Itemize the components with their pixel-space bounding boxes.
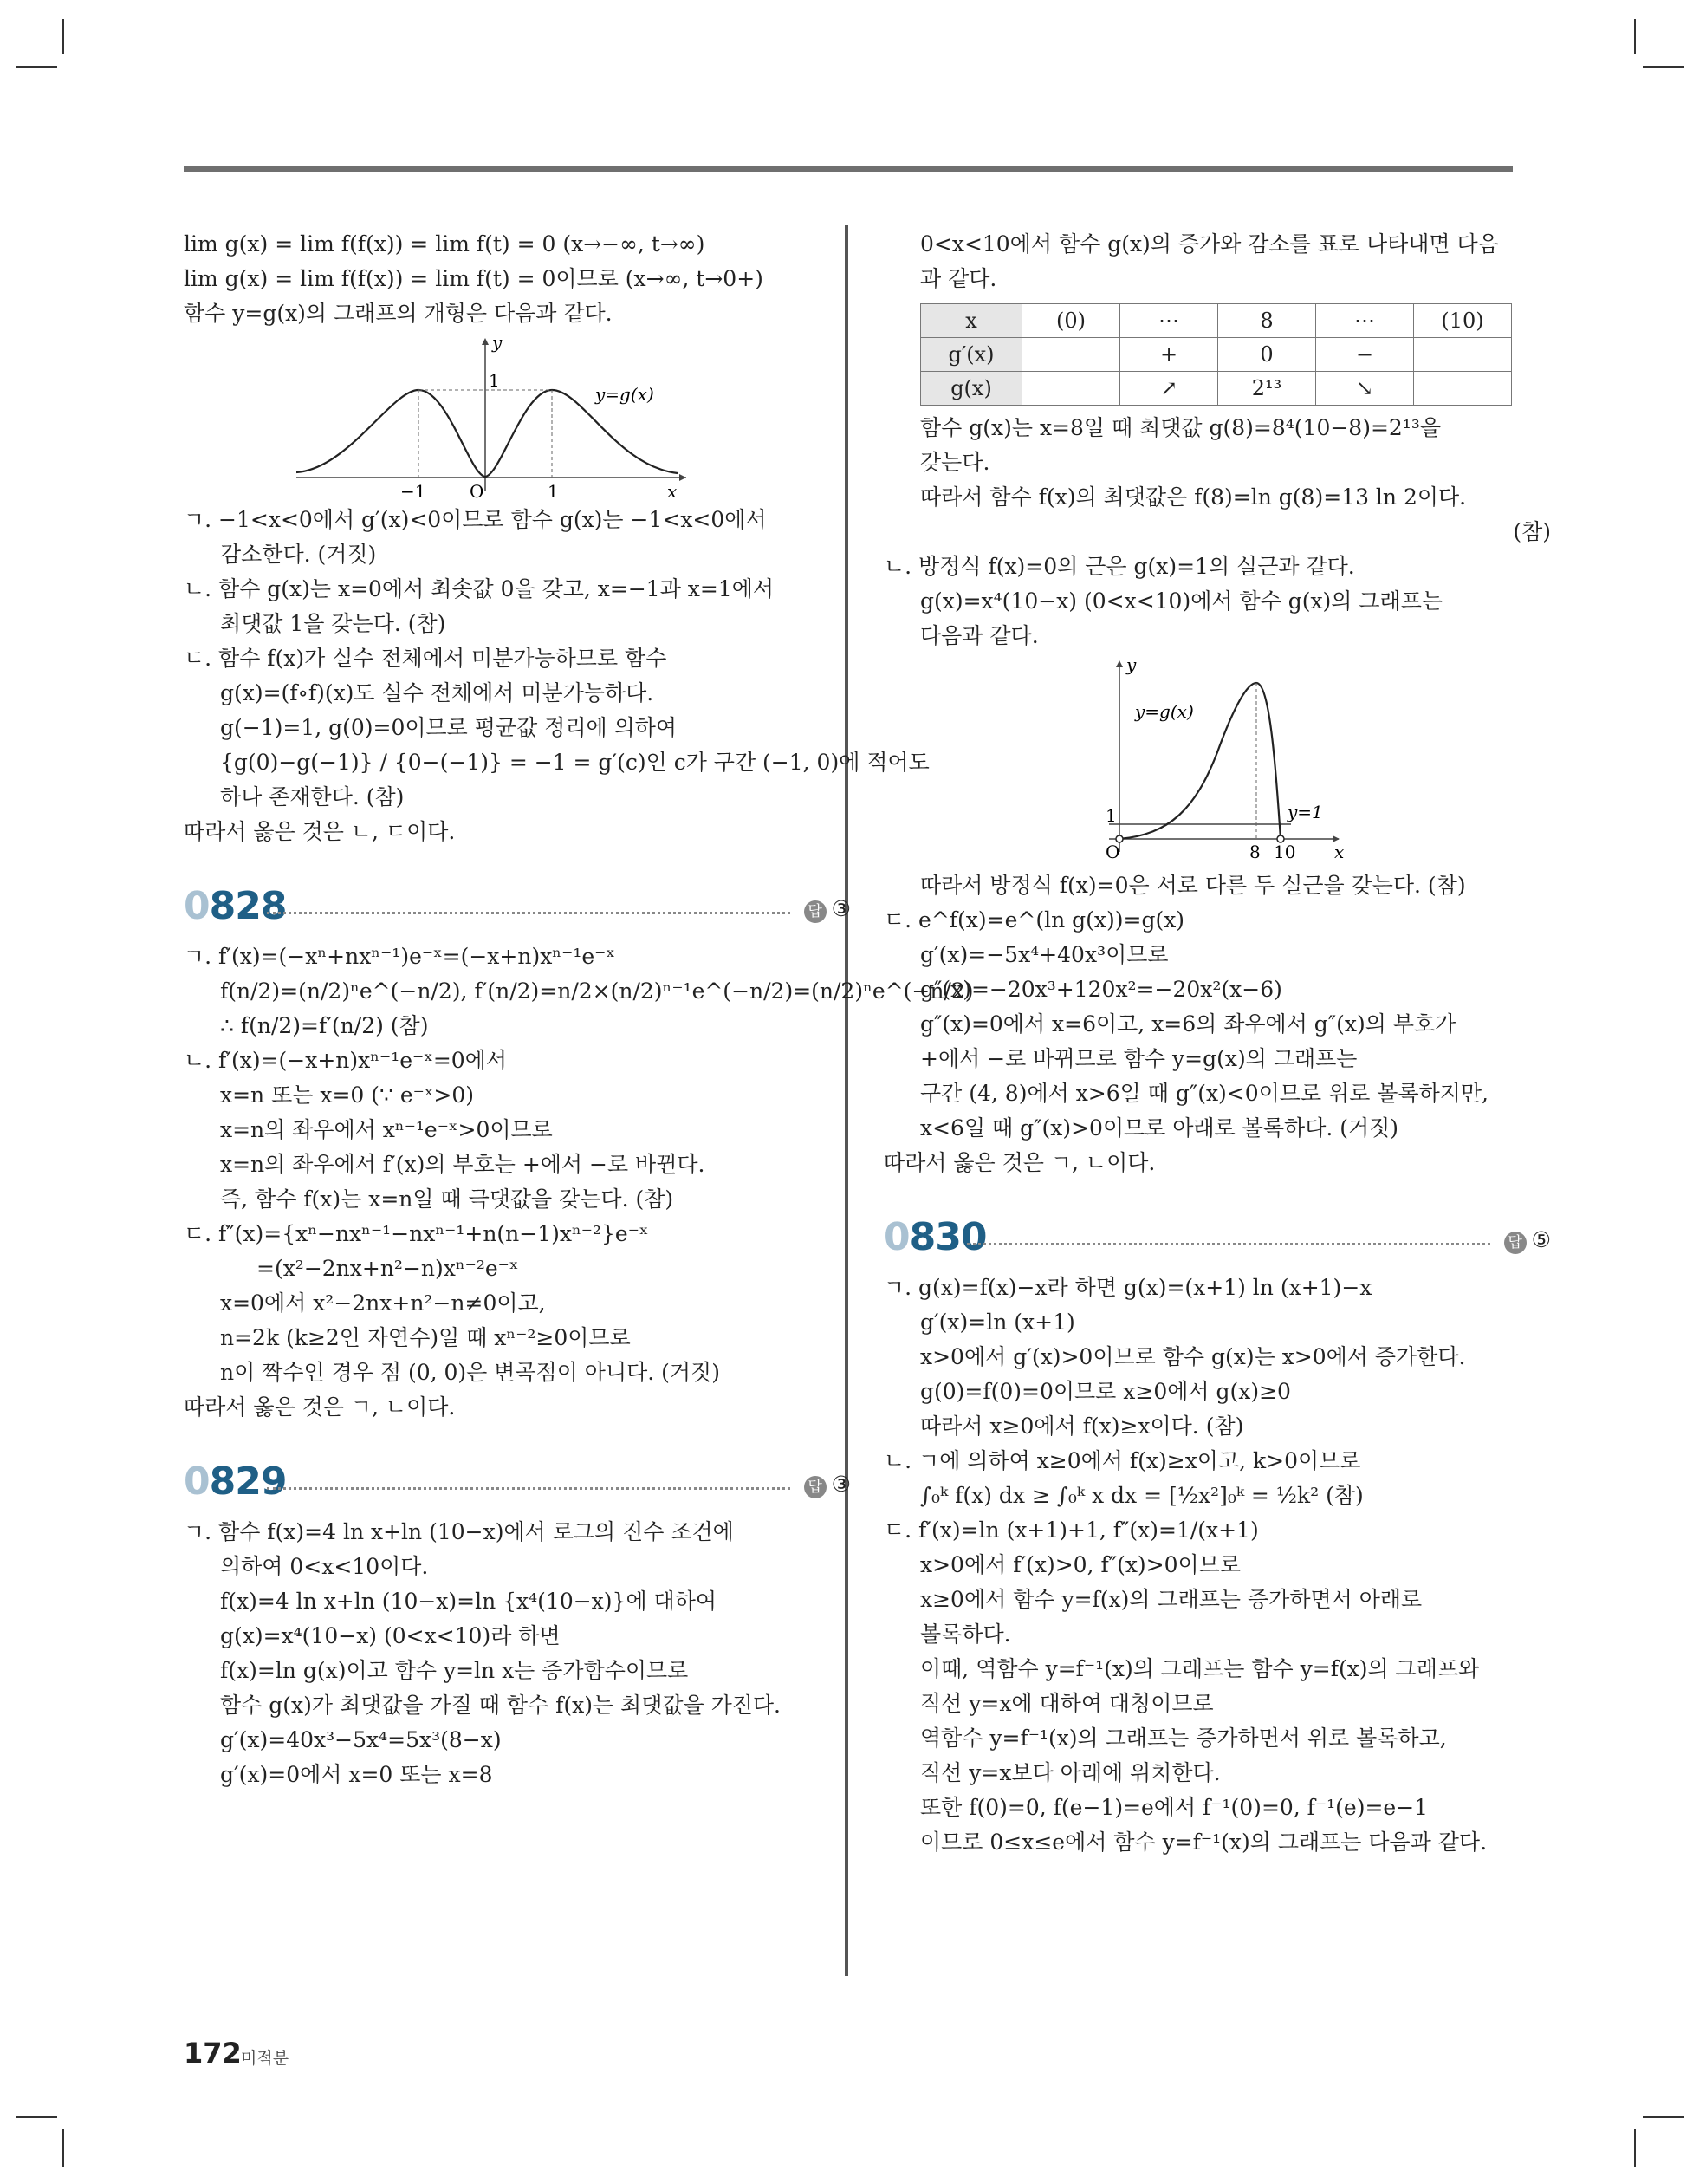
answer-badge [1504,1227,1551,1254]
table-row [921,304,1512,338]
text-line: x<6일 때 g″(x)>0이므로 아래로 볼록하다. (거짓) [920,1115,1399,1141]
table-cell: ⋯ [1316,304,1414,338]
text-line: g′(x)=0에서 x=0 또는 x=8 [220,1762,493,1787]
table-cell: ⋯ [1120,304,1218,338]
x-axis-label: x [667,481,678,499]
answer-value: ③ [831,1472,851,1497]
problem-number [184,1459,286,1504]
table-cell: x [921,304,1022,338]
text-line: g(−1)=1, g(0)=0이므로 평균값 정리에 의하여 [220,715,678,740]
answer-value: ⑤ [1531,1227,1551,1252]
right-column [884,227,1551,1860]
table-row [921,372,1512,406]
section-title: 미적분 [241,2049,289,2068]
text-line: 의하여 0<x<10이다. [220,1554,429,1579]
text-line: g′(x)=40x³−5x⁴=5x³(8−x) [220,1727,502,1752]
dotted-leader [267,912,790,914]
text-line: 따라서 옳은 것은 ㄱ, ㄴ이다. [884,1150,1156,1175]
text-line: x≥0에서 함수 y=f(x)의 그래프는 증가하면서 아래로 [920,1587,1423,1612]
table-cell: 2¹³ [1218,372,1316,406]
text-line: 함수 g(x)가 최댓값을 가질 때 함수 f(x)는 최댓값을 가진다. [220,1693,781,1718]
crop-mark [1643,66,1684,68]
origin-label: O [1106,842,1120,862]
table-cell: (0) [1022,304,1120,338]
crop-mark [16,66,57,68]
y-axis-arrow [482,338,489,345]
problem-header-828 [184,879,851,939]
text-line: +에서 −로 바뀌므로 함수 y=g(x)의 그래프는 [920,1046,1358,1071]
crop-mark [1634,2129,1636,2167]
text-line: g(x)=x⁴(10−x) (0<x<10)라 하면 [220,1623,561,1648]
tick-label: 8 [1249,842,1261,862]
text-line: ㄴ. f′(x)=(−x+n)xⁿ⁻¹e⁻ˣ=0에서 [184,1048,507,1073]
table-cell: − [1316,338,1414,372]
text-line: x>0에서 f′(x)>0, f″(x)>0이므로 [920,1552,1241,1577]
problem-number [884,1215,986,1259]
dotted-leader [267,1487,790,1490]
text-line: 따라서 옳은 것은 ㄱ, ㄴ이다. [184,1394,456,1420]
graph-g-bell [296,335,834,499]
text-line: g(x)=x⁴(10−x) (0<x<10)에서 함수 g(x)의 그래프는 [920,588,1443,614]
text-line: ㄷ. f″(x)={xⁿ−nxⁿ⁻¹−nxⁿ⁻¹+n(n−1)xⁿ⁻²}e⁻ˣ [184,1221,649,1246]
text-line: (참) [1513,519,1551,544]
text-line: ∫₀ᵏ f(x) dx ≥ ∫₀ᵏ x dx = [½x²]₀ᵏ = ½k² (참) [920,1483,1364,1508]
text-line: f(x)=ln g(x)이고 함수 y=ln x는 증가함수이므로 [220,1658,689,1683]
text-line: 구간 (4, 8)에서 x>6일 때 g″(x)<0이므로 위로 볼록하지만, [920,1081,1489,1106]
text-line: x=n 또는 x=0 (∵ e⁻ˣ>0) [220,1082,475,1108]
problem-header-829 [184,1454,851,1515]
table-cell: + [1120,338,1218,372]
sign-table [920,303,1512,406]
table-cell: (10) [1414,304,1512,338]
x-axis-label: x [1334,842,1345,862]
tick-label: 1 [548,481,559,499]
text-line: ㄴ. 방정식 f(x)=0의 근은 g(x)=1의 실근과 같다. [884,554,1355,579]
problem-header-830 [884,1210,1551,1271]
table-cell: ↘ [1316,372,1414,406]
answer-icon: 답 [804,900,827,923]
table-cell: 0 [1218,338,1316,372]
answer-badge [804,1472,851,1498]
text-line: f(n/2)=(n/2)ⁿe^(−n/2), f′(n/2)=n/2×(n/2)ⁿ⁻¹e^(−n/2)=(n/2)ⁿe^(−n/2) [220,978,974,1004]
table-cell [1022,372,1120,406]
graph-g-peak [1074,657,1438,865]
text-line: g″(x)=0에서 x=6이고, x=6의 좌우에서 g″(x)의 부호가 [920,1011,1456,1037]
text-line: {g(0)−g(−1)} / {0−(−1)} = −1 = g′(c)인 c가 구간 (−1, 0)에 적어도 [220,750,930,775]
problem-number-value: 829 [209,1459,287,1504]
text-line: 갖는다. [920,450,990,475]
problem-number [184,884,286,928]
table-cell [1414,372,1512,406]
text-line: g″(x)=−20x³+120x²=−20x²(x−6) [920,977,1282,1002]
answer-icon: 답 [804,1476,827,1498]
text-line: 함수 y=g(x)의 그래프의 개형은 다음과 같다. [184,301,613,326]
y-axis-label: y [492,335,503,353]
x-axis-arrow [679,474,686,481]
text-line: =(x²−2nx+n²−n)xⁿ⁻²e⁻ˣ [256,1256,519,1281]
text-line: ㄱ. f′(x)=(−xⁿ+nxⁿ⁻¹)e⁻ˣ=(−x+n)xⁿ⁻¹e⁻ˣ [184,944,615,969]
text-line: ㄷ. f′(x)=ln (x+1)+1, f″(x)=1/(x+1) [884,1518,1259,1543]
tick-label: 10 [1274,842,1296,862]
header-rule [184,166,1513,172]
crop-mark [62,2129,64,2167]
origin-label: O [470,481,484,499]
text-line: x=n의 좌우에서 xⁿ⁻¹e⁻ˣ>0이므로 [220,1117,553,1142]
text-line: 하나 존재한다. (참) [220,784,405,809]
crop-mark [1634,19,1636,54]
tick-label: 1 [1106,805,1117,826]
curve-label: y=g(x) [595,384,654,405]
text-line: 감소한다. (거짓) [220,542,377,567]
table-row [921,338,1512,372]
text-line: 이때, 역함수 y=f⁻¹(x)의 그래프는 함수 y=f(x)의 그래프와 [920,1656,1480,1681]
problem-number-prefix: 0 [184,1459,210,1504]
crop-mark [62,19,64,54]
answer-value: ③ [831,896,851,921]
table-cell: 8 [1218,304,1316,338]
table-cell [1414,338,1512,372]
problem-number-value: 828 [209,884,287,928]
text-line: 최댓값 1을 갖는다. (참) [220,611,446,636]
curve-label: y=g(x) [1135,701,1194,722]
text-line: 따라서 방정식 f(x)=0은 서로 다른 두 실근을 갖는다. (참) [920,873,1466,898]
tick-label: 1 [489,370,500,391]
text-line: 함수 g(x)는 x=8일 때 최댓값 g(8)=8⁴(10−8)=2¹³을 [920,415,1442,440]
text-line: lim g(x) = lim f(f(x)) = lim f(t) = 0이므로 (x→∞, t→0+) [184,266,763,291]
problem-number-prefix: 0 [184,884,210,928]
text-line: 직선 y=x에 대하여 대칭이므로 [920,1691,1214,1716]
text-line: 볼록하다. [920,1622,1011,1647]
page-number: 172 [184,2037,242,2070]
problem-number-prefix: 0 [884,1215,910,1259]
crop-mark [16,2116,57,2118]
text-line: g′(x)=ln (x+1) [920,1310,1075,1335]
text-line: ∴ f(n/2)=f′(n/2) (참) [220,1013,429,1038]
text-line: 직선 y=x보다 아래에 위치한다. [920,1760,1221,1785]
dotted-leader [967,1243,1490,1245]
text-line: f(x)=4 ln x+ln (10−x)=ln {x⁴(10−x)}에 대하여 [220,1589,717,1614]
text-line: 즉, 함수 f(x)는 x=n일 때 극댓값을 갖는다. (참) [220,1186,674,1212]
text-line: 다음과 같다. [920,623,1039,648]
line-label: y=1 [1288,802,1323,822]
table-cell: g′(x) [921,338,1022,372]
text-line: x=n의 좌우에서 f′(x)의 부호는 +에서 −로 바뀐다. [220,1152,705,1177]
text-line: 따라서 옳은 것은 ㄴ, ㄷ이다. [184,819,456,844]
text-line: ㄷ. 함수 f(x)가 실수 전체에서 미분가능하므로 함수 [184,646,667,671]
text-line: ㄱ. −1<x<0에서 g′(x)<0이므로 함수 g(x)는 −1<x<0에서 [184,507,767,532]
text-line: x>0에서 g′(x)>0이므로 함수 g(x)는 x>0에서 증가한다. [920,1344,1466,1369]
answer-badge [804,896,851,923]
tick-label: −1 [400,481,426,499]
y-axis-arrow [1116,660,1123,667]
text-line: n이 짝수인 경우 점 (0, 0)은 변곡점이 아니다. (거짓) [220,1360,720,1385]
text-line: g′(x)=−5x⁴+40x³이므로 [920,942,1169,967]
text-line: n=2k (k≥2인 자연수)일 때 xⁿ⁻²≥0이므로 [220,1325,631,1350]
table-cell: g(x) [921,372,1022,406]
text-line: 과 같다. [920,266,997,291]
text-line: 또한 f(0)=0, f(e−1)=e에서 f⁻¹(0)=0, f⁻¹(e)=e−1 [920,1795,1429,1820]
crop-mark [1643,2116,1684,2118]
text-line: ㄷ. e^f(x)=e^(ln g(x))=g(x) [884,907,1185,933]
text-line: ㄴ. 함수 g(x)는 x=0에서 최솟값 0을 갖고, x=−1과 x=1에서 [184,576,775,601]
text-line: 따라서 x≥0에서 f(x)≥x이다. (참) [920,1414,1244,1439]
table-cell [1022,338,1120,372]
text-line: g(0)=f(0)=0이므로 x≥0에서 g(x)≥0 [920,1379,1291,1404]
answer-icon: 답 [1504,1232,1527,1254]
text-line: 0<x<10에서 함수 g(x)의 증가와 감소를 표로 나타내면 다음 [920,231,1499,257]
text-line: g(x)=(f∘f)(x)도 실수 전체에서 미분가능하다. [220,680,654,705]
problem-number-value: 830 [909,1215,987,1259]
text-line: x=0에서 x²−2nx+n²−n≠0이고, [220,1290,546,1316]
text-line: ㄴ. ㄱ에 의하여 x≥0에서 f(x)≥x이고, k>0이므로 [884,1448,1361,1473]
text-line: 이므로 0≤x≤e에서 함수 y=f⁻¹(x)의 그래프는 다음과 같다. [920,1830,1488,1855]
text-line: ㄱ. 함수 f(x)=4 ln x+ln (10−x)에서 로그의 진수 조건에 [184,1519,734,1544]
text-line: 따라서 함수 f(x)의 최댓값은 f(8)=ln g(8)=13 ln 2이다. [920,484,1467,510]
text-line: ㄱ. g(x)=f(x)−x라 하면 g(x)=(x+1) ln (x+1)−x [884,1275,1372,1300]
text-line: lim g(x) = lim f(f(x)) = lim f(t) = 0 (x→−∞, t→∞) [184,231,705,257]
table-cell: ↗ [1120,372,1218,406]
text-line: 역함수 y=f⁻¹(x)의 그래프는 증가하면서 위로 볼록하고, [920,1726,1447,1751]
y-axis-label: y [1126,657,1137,675]
